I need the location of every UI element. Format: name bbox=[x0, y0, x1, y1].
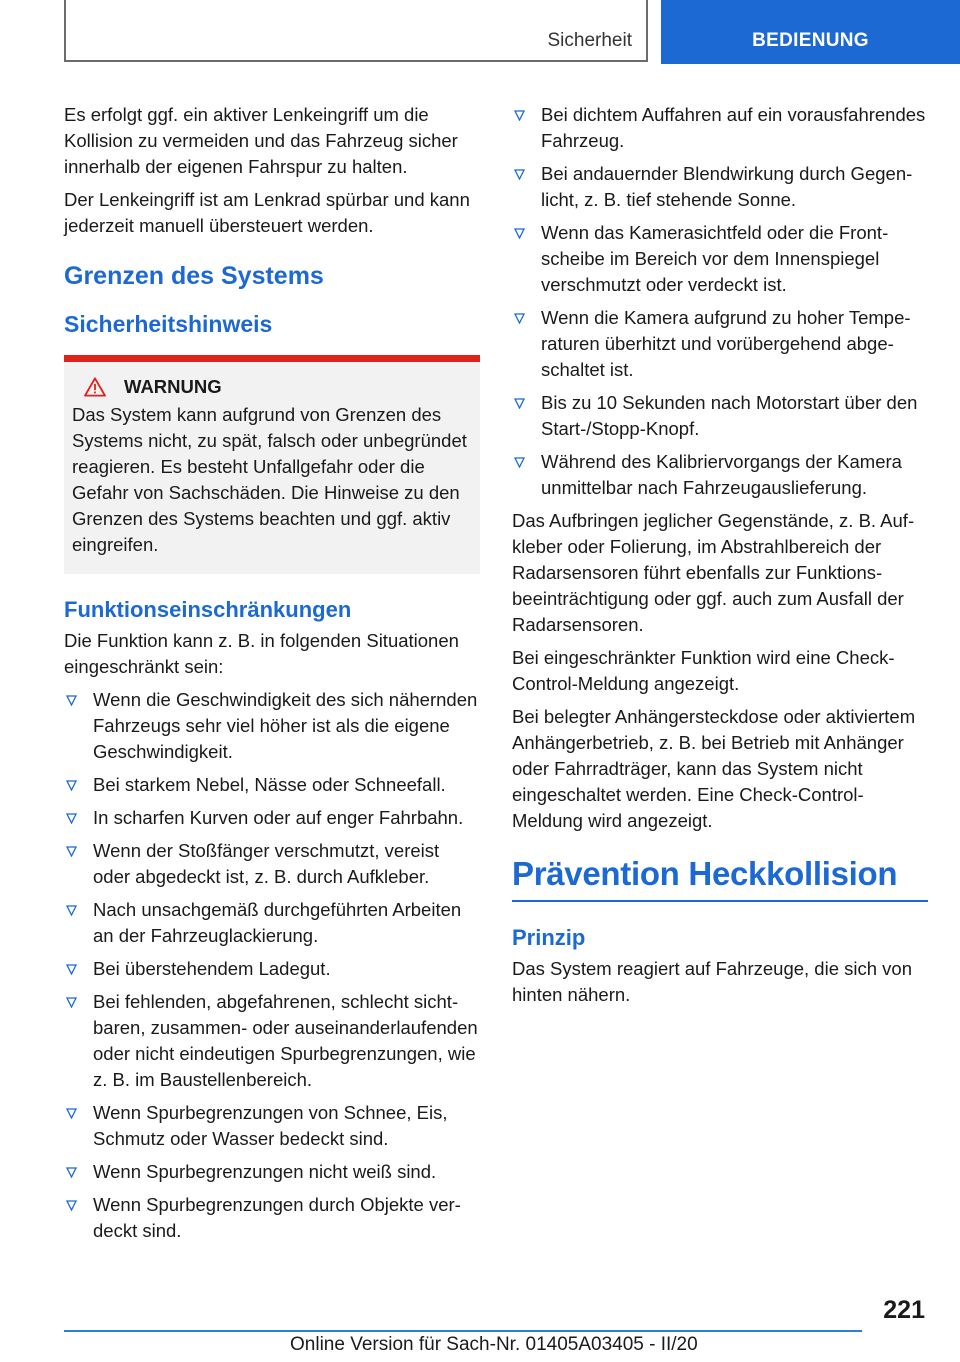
paragraph: Die Funktion kann z. B. in folgenden Situationen eingeschränkt sein: bbox=[64, 630, 459, 677]
triangle-bullet-icon bbox=[66, 997, 77, 1008]
list-item: In scharfen Kurven oder auf enger Fahrbahn. bbox=[64, 805, 480, 831]
triangle-bullet-icon bbox=[66, 780, 77, 791]
triangle-bullet-icon bbox=[514, 313, 525, 324]
warning-title: WARNUNG bbox=[124, 376, 222, 397]
warning-box bbox=[64, 355, 480, 574]
page-number: 221 bbox=[883, 1296, 925, 1324]
list-item: Wenn Spurbegrenzungen durch Objekte verdeckt sind. bbox=[64, 1192, 480, 1244]
triangle-bullet-icon bbox=[514, 398, 525, 409]
right-column bbox=[512, 102, 928, 1015]
list-item: Bei überstehendem Ladegut. bbox=[64, 956, 480, 982]
triangle-bullet-icon bbox=[66, 813, 77, 824]
left-column bbox=[64, 102, 480, 1251]
list-item: Bei andauernder Blendwirkung durch Gegenlicht, z. B. tief stehende Sonne. bbox=[512, 161, 928, 213]
list-item: Wenn das Kamerasichtfeld oder die Frontscheibe im Bereich vor dem Innenspiegel verschmutzt oder verdeckt ist. bbox=[512, 220, 928, 298]
list-item: Bis zu 10 Sekunden nach Motorstart über den Start-/Stopp-Knopf. bbox=[512, 390, 928, 442]
warning-triangle-icon bbox=[84, 377, 106, 397]
paragraph: Bei eingeschränkter Funktion wird eine Check-Control-Meldung angezeigt. bbox=[512, 647, 895, 694]
header-box bbox=[64, 0, 648, 62]
triangle-bullet-icon bbox=[514, 457, 525, 468]
triangle-bullet-icon bbox=[66, 695, 77, 706]
warning-text: Das System kann aufgrund von Grenzen des Systems nicht, zu spät, falsch oder unbegründet reagieren. Es besteht Unfallgefahr oder die Gefahr von Sachschäden. Die Hinweise zu den Grenzen des Systems beachten und ggf. aktiv eingreifen. bbox=[72, 404, 467, 555]
list-item: Wenn die Kamera aufgrund zu hoher Temperaturen überhitzt und vorübergehend abgeschaltet ist. bbox=[512, 305, 928, 383]
paragraph: Das System reagiert auf Fahrzeuge, die sich von hinten nähern. bbox=[512, 958, 912, 1005]
heading-praevention-heckkollision: Prävention Heckkollision bbox=[512, 854, 928, 902]
list-item: Während des Kalibriervorgangs der Kamera unmittelbar nach Fahrzeugauslieferung. bbox=[512, 449, 928, 501]
triangle-bullet-icon bbox=[66, 1167, 77, 1178]
bullet-list bbox=[64, 687, 480, 1244]
list-item: Bei fehlenden, abgefahrenen, schlecht sichtbaren, zusammen- oder auseinanderlaufenden oder nicht eindeutigen Spurbegrenzungen, wie z. B. im Baustellenbereich. bbox=[64, 989, 480, 1093]
paragraph: Das Aufbringen jeglicher Gegenstände, z. B. Aufkleber oder Folierung, im Abstrahlbereich der Radarsensoren führt ebenfalls zur Funktionsbeeinträchtigung oder ggf. auch zum Ausfall der Radarsensoren. bbox=[512, 510, 915, 635]
heading-prinzip: Prinzip bbox=[512, 925, 586, 950]
triangle-bullet-icon bbox=[514, 228, 525, 239]
list-item: Wenn Spurbegrenzungen von Schnee, Eis, Schmutz oder Wasser bedeckt sind. bbox=[64, 1100, 480, 1152]
header-tab-bedienung[interactable]: BEDIENUNG bbox=[661, 0, 960, 64]
heading-grenzen: Grenzen des Systems bbox=[64, 262, 324, 290]
list-item: Bei dichtem Auffahren auf ein vorausfahrendes Fahrzeug. bbox=[512, 102, 928, 154]
triangle-bullet-icon bbox=[66, 1200, 77, 1211]
warning-header bbox=[72, 376, 472, 398]
footer-divider bbox=[64, 1330, 862, 1332]
paragraph: Bei belegter Anhängersteckdose oder aktiviertem Anhängerbetrieb, z. B. bei Betrieb mit Anhänger oder Fahrradträger, kann das System nicht eingeschaltet werden. Eine Check-Control-Meldung wird angezeigt. bbox=[512, 706, 916, 831]
triangle-bullet-icon bbox=[66, 1108, 77, 1119]
triangle-bullet-icon bbox=[66, 964, 77, 975]
heading-sicherheitshinweis: Sicherheitshinweis bbox=[64, 311, 273, 337]
list-item: Wenn der Stoßfänger verschmutzt, vereist oder abgedeckt ist, z. B. durch Aufkleber. bbox=[64, 838, 480, 890]
triangle-bullet-icon bbox=[514, 110, 525, 121]
list-item: Wenn Spurbegrenzungen nicht weiß sind. bbox=[64, 1159, 480, 1185]
paragraph: Es erfolgt ggf. ein aktiver Lenkeingriff um die Kollision zu vermeiden und das Fahrzeug sicher innerhalb der eigenen Fahrspur zu halten. bbox=[64, 104, 458, 177]
triangle-bullet-icon bbox=[66, 905, 77, 916]
list-item: Nach unsachgemäß durchgeführten Arbeiten an der Fahrzeuglackierung. bbox=[64, 897, 480, 949]
heading-funktionseinschraenkungen: Funktionseinschränkungen bbox=[64, 597, 352, 622]
paragraph: Der Lenkeingriff ist am Lenkrad spürbar und kann jederzeit manuell übersteuert werden. bbox=[64, 189, 470, 236]
footer-text: Online Version für Sach-Nr. 01405A03405 - II/20 bbox=[290, 1334, 698, 1355]
bullet-list bbox=[512, 102, 928, 501]
list-item: Bei starkem Nebel, Nässe oder Schneefall. bbox=[64, 772, 480, 798]
header-section-title: Sicherheit bbox=[547, 30, 632, 51]
list-item: Wenn die Geschwindigkeit des sich nähernden Fahrzeugs sehr viel höher ist als die eigene Geschwindigkeit. bbox=[64, 687, 480, 765]
triangle-bullet-icon bbox=[514, 169, 525, 180]
triangle-bullet-icon bbox=[66, 846, 77, 857]
